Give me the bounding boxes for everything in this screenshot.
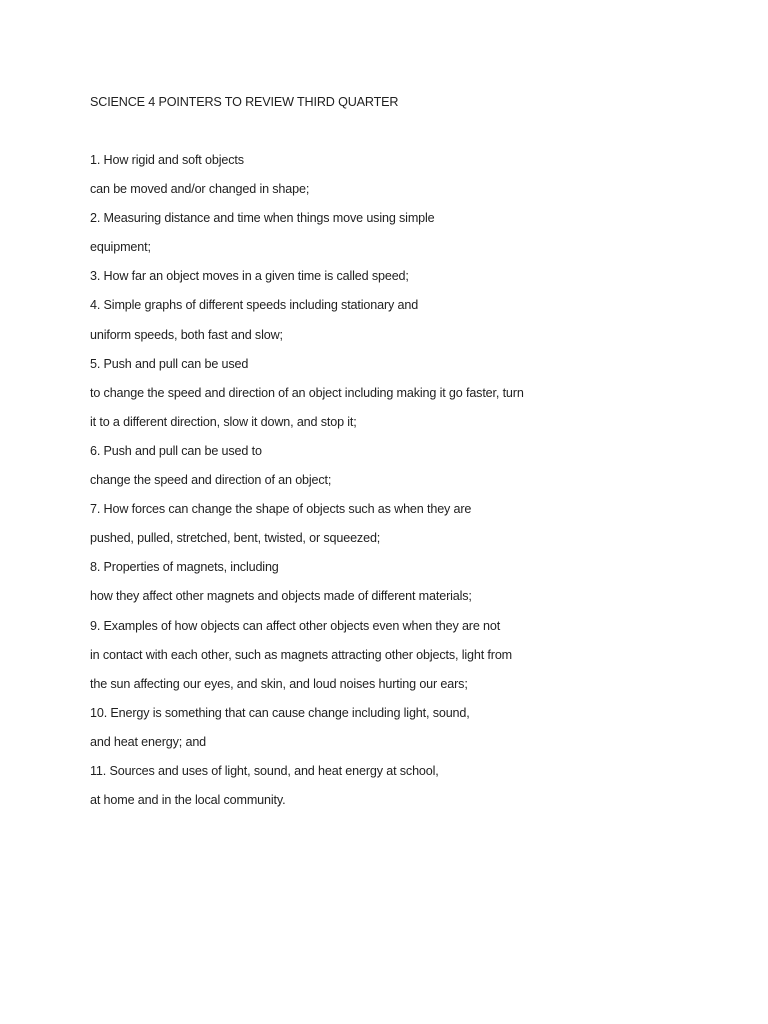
document-title: SCIENCE 4 POINTERS TO REVIEW THIRD QUARTER bbox=[90, 95, 399, 109]
text-line: in contact with each other, such as magnets attracting other objects, light from bbox=[90, 647, 513, 662]
text-line: uniform speeds, both fast and slow; bbox=[90, 327, 283, 342]
spacer bbox=[90, 111, 730, 151]
text-line: 7. How forces can change the shape of objects such as when they are bbox=[90, 502, 472, 517]
text-line: to change the speed and direction of an object including making it go faster, turn bbox=[90, 385, 524, 400]
text-line: 1. How rigid and soft objects bbox=[90, 153, 244, 167]
text-line: pushed, pulled, stretched, bent, twisted, or squeezed; bbox=[90, 531, 381, 546]
text-line: 10. Energy is something that can cause change including light, sound, bbox=[90, 705, 470, 720]
text-line: 8. Properties of magnets, including bbox=[90, 560, 279, 575]
text-line: 9. Examples of how objects can affect other objects even when they are not bbox=[90, 618, 501, 633]
text-line: 3. How far an object moves in a given time is called speed; bbox=[90, 269, 409, 284]
text-line: 5. Push and pull can be used bbox=[90, 356, 249, 371]
text-line: change the speed and direction of an object; bbox=[90, 473, 332, 488]
text-line: at home and in the local community. bbox=[90, 793, 286, 808]
text-line: 4. Simple graphs of different speeds including stationary and bbox=[90, 298, 419, 313]
text-line: it to a different direction, slow it down, and stop it; bbox=[90, 414, 357, 429]
text-line: the sun affecting our eyes, and skin, and loud noises hurting our ears; bbox=[90, 676, 468, 691]
document-body bbox=[90, 93, 730, 820]
text-line: equipment; bbox=[90, 240, 151, 255]
text-line: how they affect other magnets and objects made of different materials; bbox=[90, 589, 472, 604]
text-line: 11. Sources and uses of light, sound, and heat energy at school, bbox=[90, 763, 439, 778]
text-line: can be moved and/or changed in shape; bbox=[90, 182, 310, 197]
text-line: 6. Push and pull can be used to bbox=[90, 443, 262, 458]
text-line: 2. Measuring distance and time when things move using simple bbox=[90, 211, 435, 226]
text-line: and heat energy; and bbox=[90, 734, 207, 749]
